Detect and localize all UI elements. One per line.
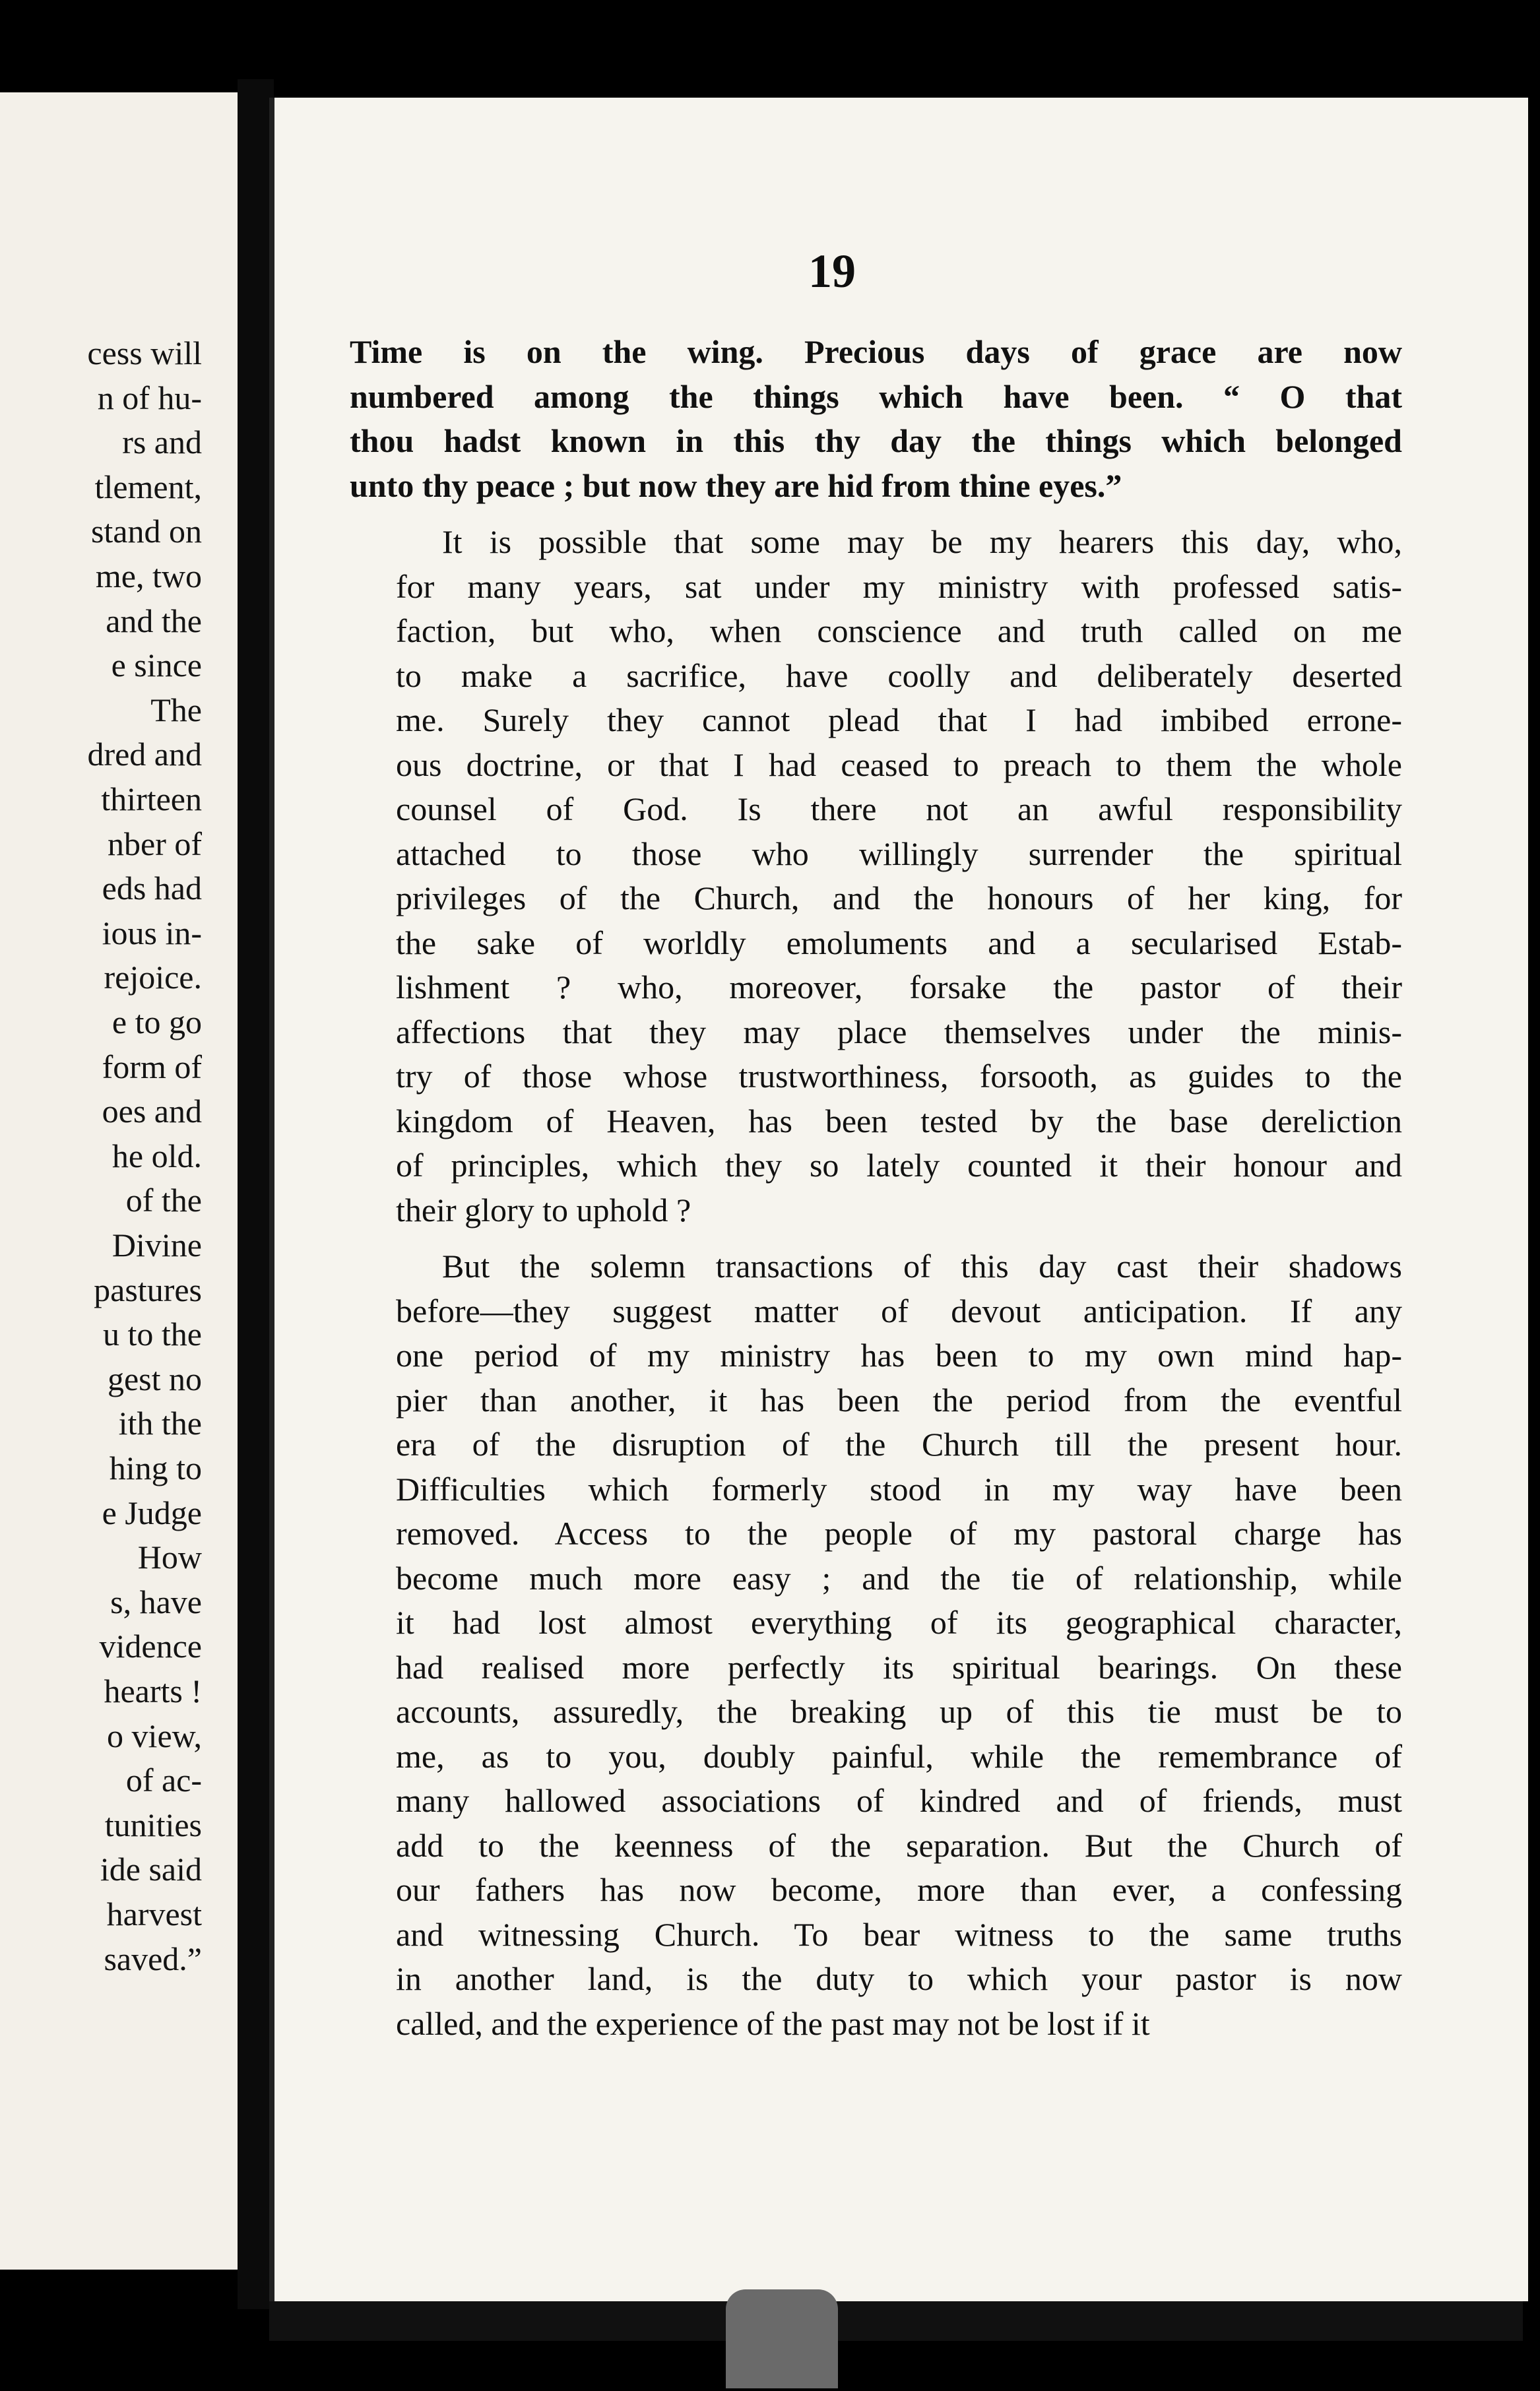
- text-line: lishment ? who, moreover, forsake the pastor of their: [396, 969, 1402, 1005]
- left-page-line: ious in-: [102, 914, 202, 951]
- left-page-line: o view,: [107, 1717, 202, 1754]
- text-line: to make a sacrifice, have coolly and deliberately deserted: [396, 656, 1402, 694]
- text-line: But the solemn transactions of this day cast their shadows: [442, 1248, 1402, 1285]
- text-line: pier than another, it has been the period from the eventful: [396, 1381, 1402, 1419]
- left-page-line: saved.”: [104, 1940, 202, 1977]
- left-page-line: s, have: [110, 1583, 202, 1620]
- text-line: called, and the experience of the past may not be lost if it: [396, 2004, 1150, 2042]
- left-page-line: gest no: [107, 1360, 202, 1397]
- left-page-line: hearts !: [104, 1673, 202, 1709]
- left-page-line: harvest: [106, 1896, 202, 1932]
- left-page-line: The: [150, 691, 202, 728]
- left-page-fragment: [0, 92, 238, 2270]
- text-line: me. Surely they cannot plead that I had imbibed errone-: [396, 701, 1402, 738]
- left-page-line: dred and: [87, 736, 202, 773]
- text-line: numbered among the things which have been. “ O that: [350, 377, 1402, 415]
- left-page-line: ide said: [100, 1851, 202, 1888]
- text-line: one period of my ministry has been to my own mind hap-: [396, 1337, 1402, 1374]
- page-bottom-edge: [269, 2301, 1523, 2341]
- left-page-line: thirteen: [101, 781, 202, 817]
- text-line: for many years, sat under my ministry with professed satis-: [396, 567, 1402, 605]
- left-page-line: eds had: [102, 870, 202, 907]
- text-line: era of the disruption of the Church till the present hour.: [396, 1426, 1402, 1463]
- text-line: of principles, which they so lately counted it their honour and: [396, 1147, 1402, 1184]
- left-page-line: vidence: [99, 1628, 202, 1665]
- text-line: affections that they may place themselves under the minis-: [396, 1013, 1402, 1050]
- left-page-line: pastures: [94, 1271, 202, 1308]
- left-page-line: e Judge: [102, 1494, 202, 1531]
- text-line: our fathers has now become, more than ever, a confessing: [396, 1871, 1402, 1908]
- text-line: and witnessing Church. To bear witness to the same truths: [396, 1915, 1402, 1953]
- book-gutter: [238, 79, 274, 2309]
- text-line: before—they suggest matter of devout anticipation. If any: [396, 1292, 1402, 1329]
- left-page-line: rs and: [122, 424, 202, 461]
- paragraph: [350, 330, 1402, 508]
- text-line: It is possible that some may be my hearers this day, who,: [442, 523, 1402, 560]
- left-page-line: ith the: [118, 1405, 202, 1442]
- left-page-line: u to the: [103, 1316, 202, 1353]
- left-page-line: stand on: [90, 513, 202, 550]
- left-page-line: Divine: [112, 1227, 202, 1263]
- left-page-line: cess will: [87, 335, 202, 371]
- text-line: their glory to uphold ?: [396, 1191, 691, 1228]
- text-line: Difficulties which formerly stood in my way have been: [396, 1470, 1402, 1508]
- text-line: Time is on the wing. Precious days of grace are now: [350, 333, 1402, 370]
- text-line: add to the keenness of the separation. But the Church of: [396, 1826, 1402, 1864]
- left-page-line: hing to: [109, 1450, 202, 1486]
- text-line: kingdom of Heaven, has been tested by the base dereliction: [396, 1102, 1402, 1139]
- left-page-line: of ac-: [125, 1762, 202, 1799]
- text-line: the sake of worldly emoluments and a secularised Estab-: [396, 924, 1402, 961]
- left-page-line: and the: [106, 602, 202, 639]
- text-line: privileges of the Church, and the honours of her king, for: [396, 879, 1402, 916]
- binding-clip: [726, 2289, 838, 2388]
- left-page-line: of the: [125, 1182, 202, 1219]
- text-line: become much more easy ; and the tie of relationship, while: [396, 1559, 1402, 1597]
- left-page-line: me, two: [95, 558, 202, 594]
- text-line: removed. Access to the people of my pastoral charge has: [396, 1515, 1402, 1552]
- text-line: in another land, is the duty to which your pastor is now: [396, 1960, 1402, 1997]
- text-line: ous doctrine, or that I had ceased to preach to them the whole: [396, 746, 1402, 783]
- left-page-line: oes and: [102, 1093, 202, 1130]
- text-line: faction, but who, when conscience and truth called on me: [396, 612, 1402, 649]
- left-page-line: he old.: [112, 1137, 202, 1174]
- paragraph: [350, 1244, 1402, 2046]
- text-line: me, as to you, doubly painful, while the remembrance of: [396, 1737, 1402, 1775]
- text-line: attached to those who willingly surrender the spiritual: [396, 835, 1402, 872]
- left-page-line: How: [137, 1539, 202, 1576]
- left-page-line: form of: [102, 1048, 202, 1085]
- page-number: 19: [808, 245, 856, 298]
- text-line: accounts, assuredly, the breaking up of this tie must be to: [396, 1693, 1402, 1730]
- left-page-line: n of hu-: [97, 379, 202, 416]
- left-page-line: e since: [111, 647, 202, 684]
- text-line: it had lost almost everything of its geographical character,: [396, 1604, 1402, 1641]
- left-page-line: e to go: [112, 1004, 202, 1040]
- text-line: thou hadst known in this thy day the things which belonged: [350, 422, 1402, 459]
- text-line: counsel of God. Is there not an awful responsibility: [396, 790, 1402, 827]
- left-page-line: tunities: [104, 1806, 202, 1843]
- left-page-line: tlement,: [94, 468, 202, 505]
- left-page-line: rejoice.: [104, 959, 202, 996]
- text-line: many hallowed associations of kindred and of friends, must: [396, 1782, 1402, 1819]
- page-body: [350, 330, 1402, 2058]
- paragraph: [350, 520, 1402, 1232]
- text-line: had realised more perfectly its spiritual bearings. On these: [396, 1648, 1402, 1686]
- text-line: unto thy peace ; but now they are hid from thine eyes.”: [350, 466, 1122, 504]
- left-page-line: nber of: [108, 825, 202, 862]
- text-line: try of those whose trustworthiness, forsooth, as guides to the: [396, 1058, 1402, 1095]
